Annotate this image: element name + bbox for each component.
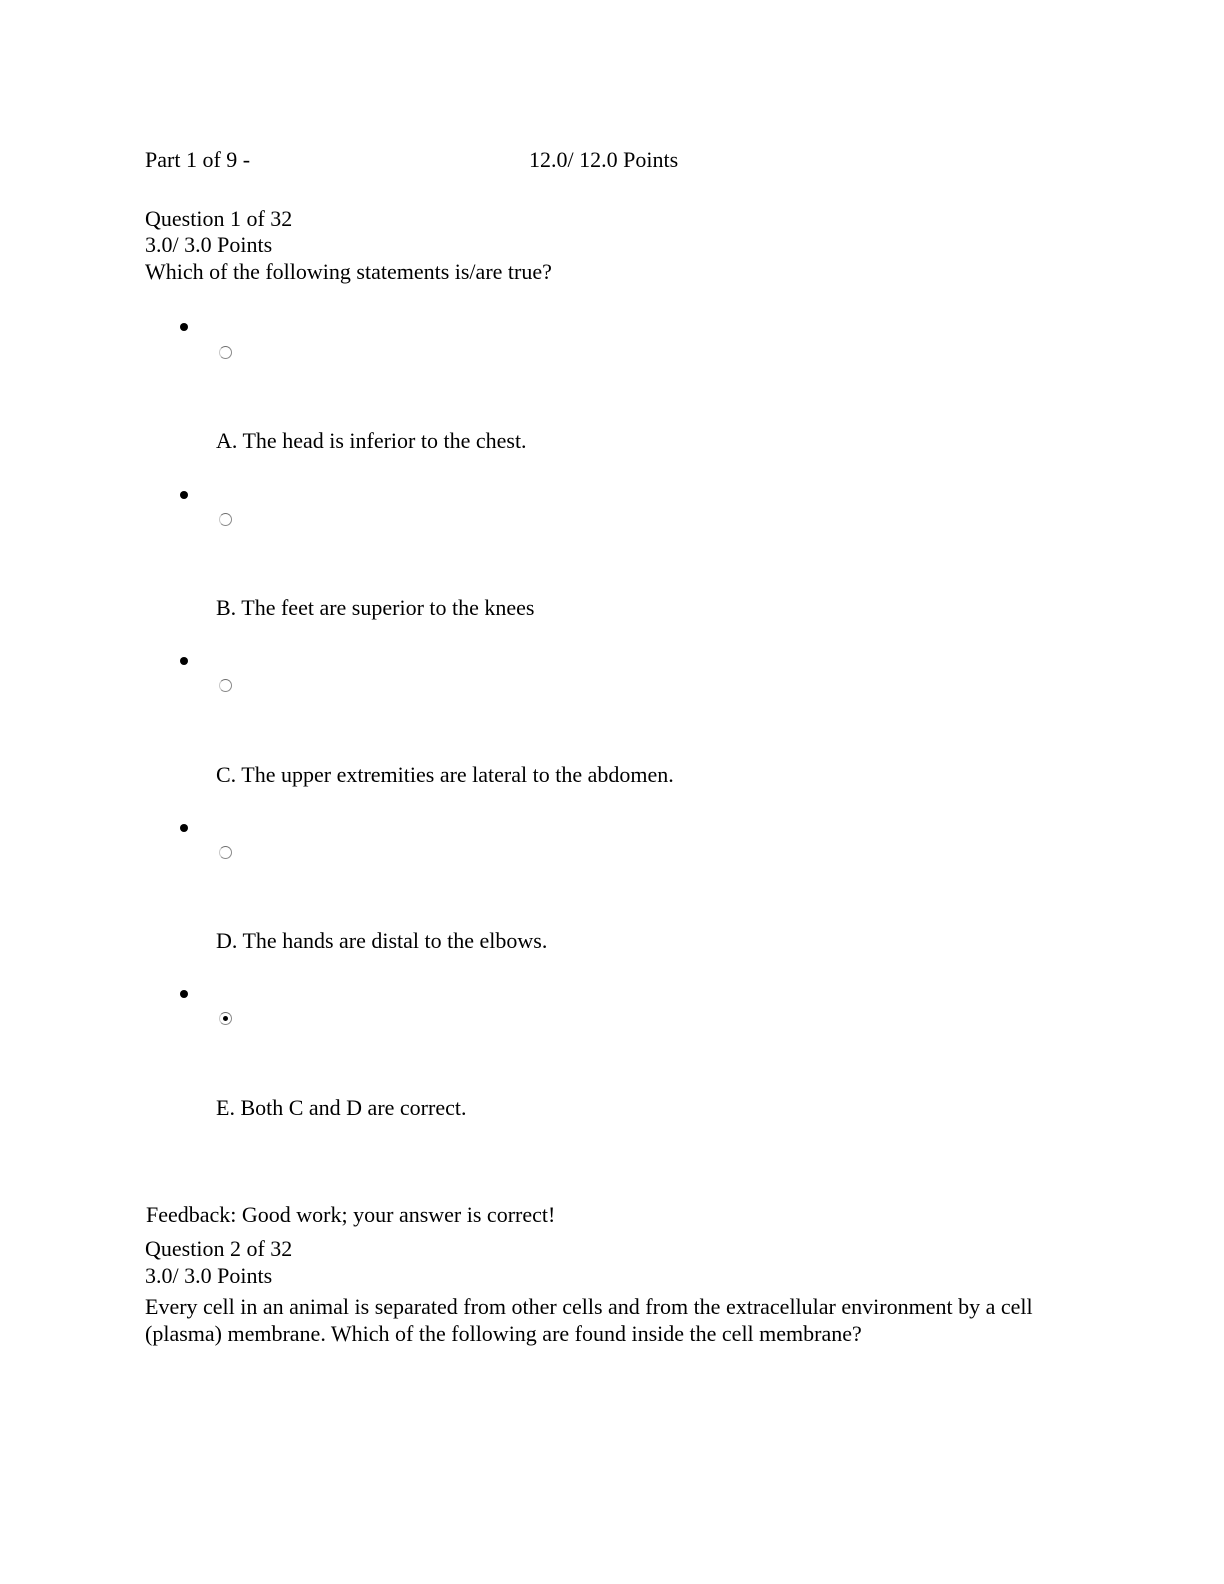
part-points: 12.0/ 12.0 Points [529, 147, 679, 172]
question-number: Question 2 of 32 [145, 1236, 293, 1261]
option-a-label: A. The head is inferior to the chest. [216, 428, 527, 453]
option-d-label: D. The hands are distal to the elbows. [216, 928, 548, 953]
option-e-label: E. Both C and D are correct. [216, 1095, 467, 1120]
option-d-radio[interactable] [219, 846, 232, 859]
option-c-radio[interactable] [219, 679, 232, 692]
option-b-label: B. The feet are superior to the knees [216, 595, 535, 620]
question-points: 3.0/ 3.0 Points [145, 1263, 273, 1288]
option-e-radio[interactable] [219, 1012, 232, 1025]
bullet-icon [180, 824, 188, 832]
bullet-icon [180, 990, 188, 998]
option-b-radio[interactable] [219, 513, 232, 526]
option-c-label: C. The upper extremities are lateral to the abdomen. [216, 762, 674, 787]
question-text: Every cell in an animal is separated from other cells and from the extracellular environment by a cell (plasma) membrane. Which of the following are found inside the cell membrane? [145, 1294, 1033, 1346]
option-a-radio[interactable] [219, 346, 232, 359]
bullet-icon [180, 323, 188, 331]
bullet-icon [180, 657, 188, 665]
question-text: Which of the following statements is/are true? [145, 259, 552, 284]
part-label: Part 1 of 9 - [145, 147, 251, 172]
question-points: 3.0/ 3.0 Points [145, 232, 273, 257]
question-number: Question 1 of 32 [145, 206, 293, 231]
feedback-text: Feedback: Good work; your answer is correct! [146, 1202, 556, 1227]
bullet-icon [180, 491, 188, 499]
